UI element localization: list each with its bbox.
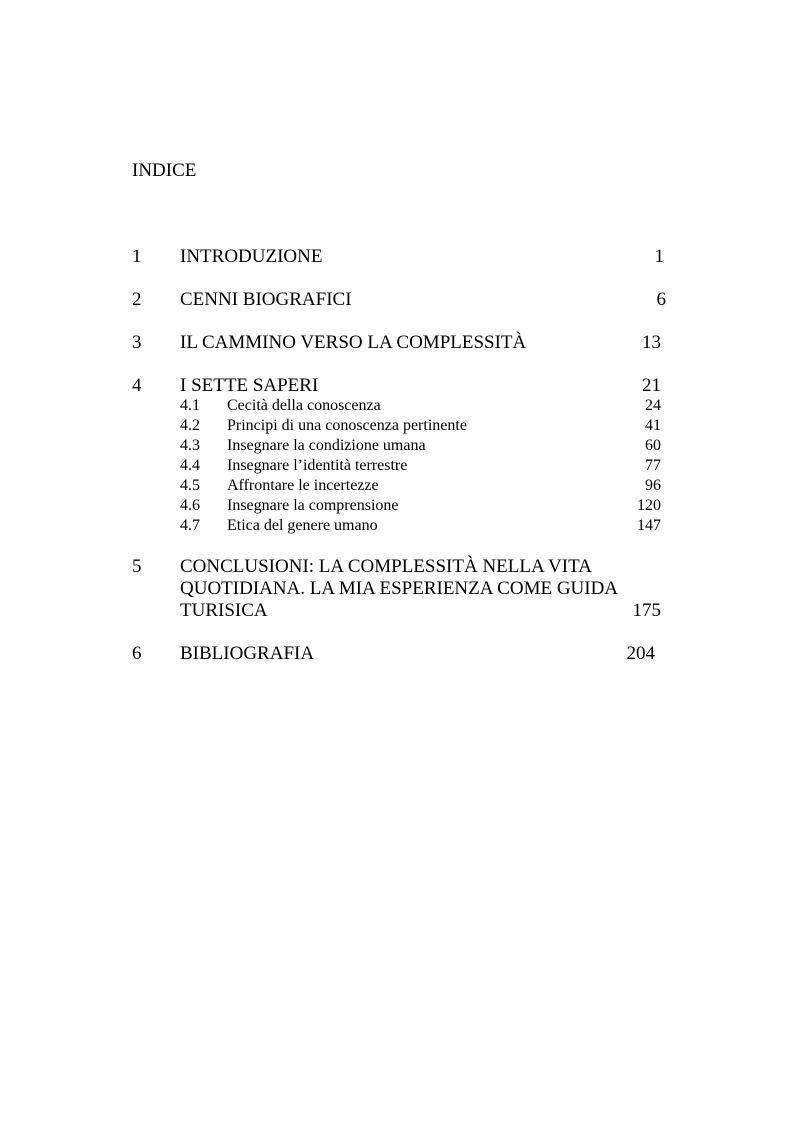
chapter-page: 13 (642, 332, 661, 353)
subsection-page: 24 (645, 397, 661, 414)
subsection-title: Insegnare l’identità terrestre (227, 457, 408, 474)
subsection-number: 4.1 (180, 397, 200, 414)
subsection-number: 4.3 (180, 437, 200, 454)
subsection-title: Etica del genere umano (227, 517, 378, 534)
subsection-title: Insegnare la comprensione (227, 497, 399, 514)
subsection-number: 4.4 (180, 457, 200, 474)
chapter-title: I SETTE SAPERI (180, 375, 319, 396)
chapter-title-line-2: QUOTIDIANA. LA MIA ESPERIENZA COME GUIDA (180, 578, 619, 599)
chapter-number: 3 (132, 332, 142, 353)
chapter-page: 1 (654, 246, 664, 267)
chapter-number: 4 (132, 375, 142, 396)
subsection-number: 4.5 (180, 477, 200, 494)
chapter-number: 6 (132, 643, 142, 664)
chapter-number: 2 (132, 289, 142, 310)
subsection-page: 96 (645, 477, 661, 494)
subsection-page: 41 (645, 417, 661, 434)
chapter-title: IL CAMMINO VERSO LA COMPLESSITÀ (180, 332, 527, 353)
chapter-page: 175 (632, 600, 661, 621)
subsection-title: Cecità della conoscenza (227, 397, 381, 414)
chapter-page: 21 (642, 375, 661, 396)
chapter-number: 1 (132, 246, 142, 267)
chapter-title: INTRODUZIONE (180, 246, 323, 267)
subsection-page: 60 (645, 437, 661, 454)
chapter-number: 5 (132, 556, 142, 577)
subsection-number: 4.6 (180, 497, 200, 514)
chapter-title-line-3: TURISICA (180, 600, 268, 621)
chapter-page: 6 (656, 289, 666, 310)
chapter-page: 204 (626, 643, 655, 664)
subsection-page: 120 (637, 497, 661, 514)
page-title: INDICE (132, 160, 197, 181)
subsection-page: 77 (645, 457, 661, 474)
subsection-number: 4.7 (180, 517, 200, 534)
subsection-title: Affrontare le incertezze (227, 477, 379, 494)
chapter-title: BIBLIOGRAFIA (180, 643, 315, 664)
subsection-title: Insegnare la condizione umana (227, 437, 426, 454)
subsection-page: 147 (637, 517, 661, 534)
subsection-number: 4.2 (180, 417, 200, 434)
chapter-title: CENNI BIOGRAFICI (180, 289, 352, 310)
chapter-title-line-1: CONCLUSIONI: LA COMPLESSITÀ NELLA VITA (180, 556, 592, 577)
subsection-title: Principi di una conoscenza pertinente (227, 417, 467, 434)
